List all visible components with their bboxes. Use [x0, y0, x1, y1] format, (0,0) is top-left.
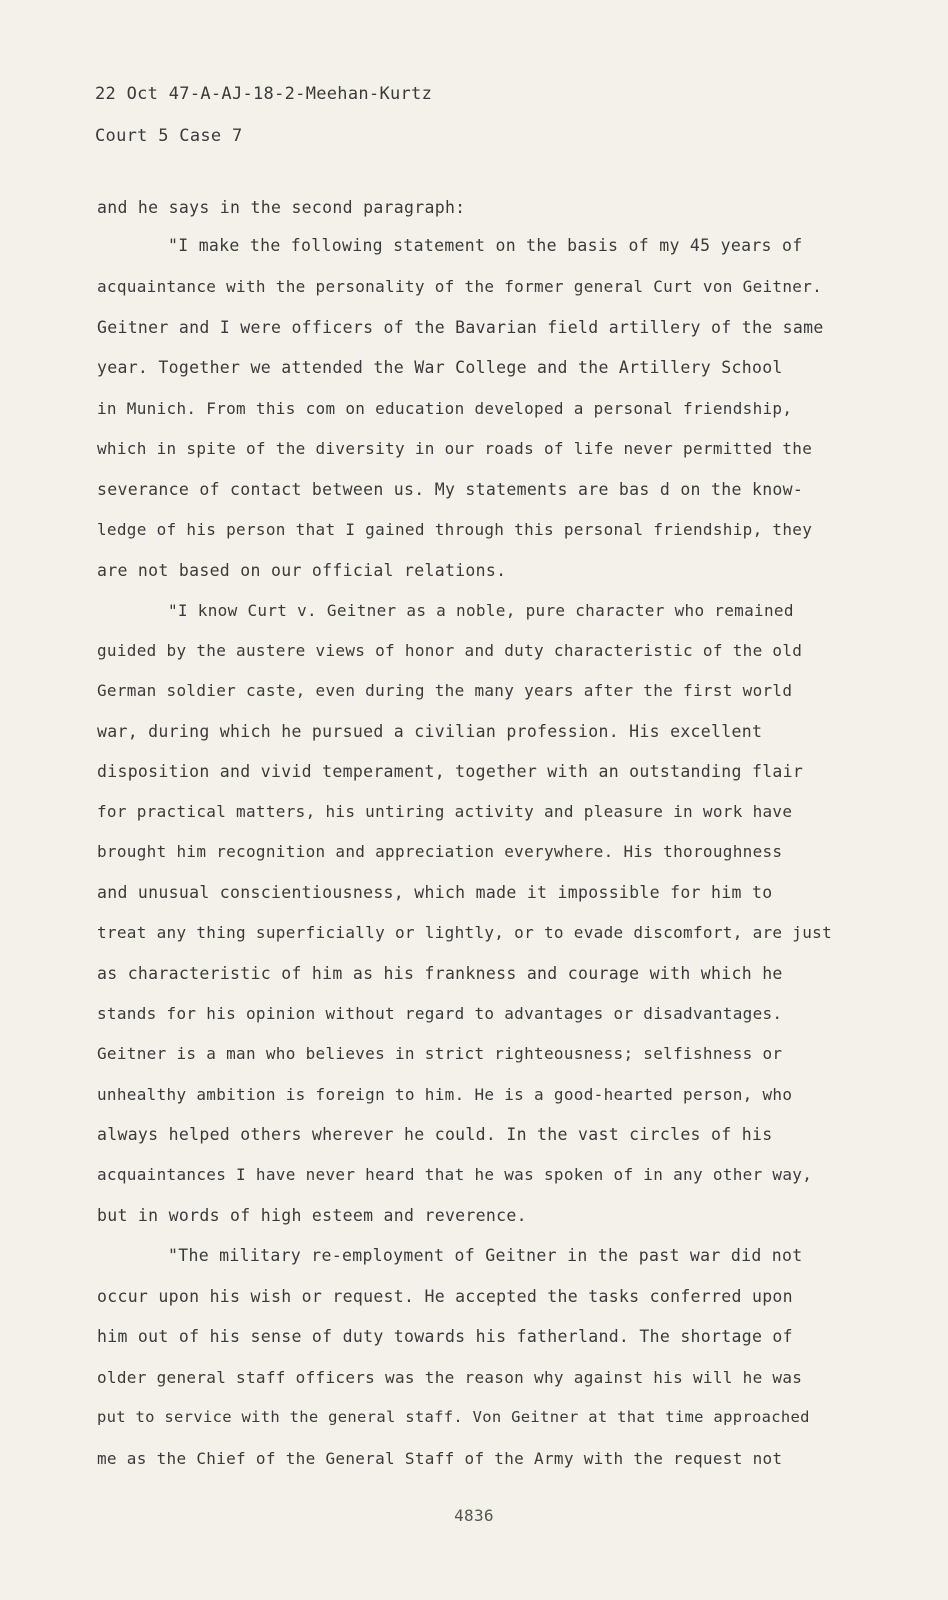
body-line: war, during which he pursued a civilian profession. His excellent: [97, 722, 763, 741]
body-line: unhealthy ambition is foreign to him. He is a good-hearted person, who: [97, 1085, 793, 1104]
body-line: severance of contact between us. My statements are bas d on the know-: [97, 480, 804, 499]
body-line: disposition and vivid temperament, together with an outstanding flair: [97, 762, 804, 781]
body-line: him out of his sense of duty towards his fatherland. The shortage of: [97, 1327, 793, 1346]
body-line: put to service with the general staff. Von Geitner at that time approached: [97, 1408, 810, 1426]
body-line: "I know Curt v. Geitner as a noble, pure character who remained: [168, 601, 794, 620]
body-line: in Munich. From this com on education developed a personal friendship,: [97, 399, 793, 418]
body-line: older general staff officers was the reason why against his will he was: [97, 1368, 803, 1387]
body-line: are not based on our official relations.: [97, 561, 507, 580]
body-line: acquaintance with the personality of the former general Curt von Geitner.: [97, 277, 823, 296]
body-line: always helped others wherever he could. In the vast circles of his: [97, 1125, 773, 1144]
body-line: stands for his opinion without regard to advantages or disadvantages.: [97, 1004, 783, 1023]
body-line: and unusual conscientiousness, which made it impossible for him to: [97, 883, 773, 902]
body-line: which in spite of the diversity in our roads of life never permitted the: [97, 439, 813, 458]
body-line: for practical matters, his untiring activity and pleasure in work have: [97, 802, 793, 821]
body-line: me as the Chief of the General Staff of the Army with the request not: [97, 1449, 783, 1468]
body-line: as characteristic of him as his frankness and courage with which he: [97, 964, 783, 983]
body-line: year. Together we attended the War College and the Artillery School: [97, 358, 783, 377]
body-line: Geitner and I were officers of the Bavarian field artillery of the same: [97, 318, 824, 337]
body-line: brought him recognition and appreciation everywhere. His thoroughness: [97, 842, 783, 861]
body-line: but in words of high esteem and reverence.: [97, 1206, 527, 1225]
body-line: "I make the following statement on the basis of my 45 years of: [168, 236, 803, 255]
body-line: "The military re-employment of Geitner in the past war did not: [168, 1246, 803, 1265]
body-line: occur upon his wish or request. He accepted the tasks conferred upon: [97, 1287, 793, 1306]
header-court-case: Court 5 Case 7: [95, 126, 243, 146]
body-line: guided by the austere views of honor and duty characteristic of the old: [97, 641, 803, 660]
header-reference: 22 Oct 47-A-AJ-18-2-Meehan-Kurtz: [95, 84, 433, 104]
body-line: and he says in the second paragraph:: [97, 198, 466, 217]
body-line: acquaintances I have never heard that he was spoken of in any other way,: [97, 1165, 813, 1184]
body-line: Geitner is a man who believes in strict righteousness; selfishness or: [97, 1044, 783, 1063]
page-number: 4836: [454, 1506, 494, 1525]
body-line: ledge of his person that I gained through this personal friendship, they: [97, 520, 813, 539]
body-line: treat any thing superficially or lightly, or to evade discomfort, are just: [97, 923, 833, 942]
body-line: German soldier caste, even during the many years after the first world: [97, 681, 793, 700]
